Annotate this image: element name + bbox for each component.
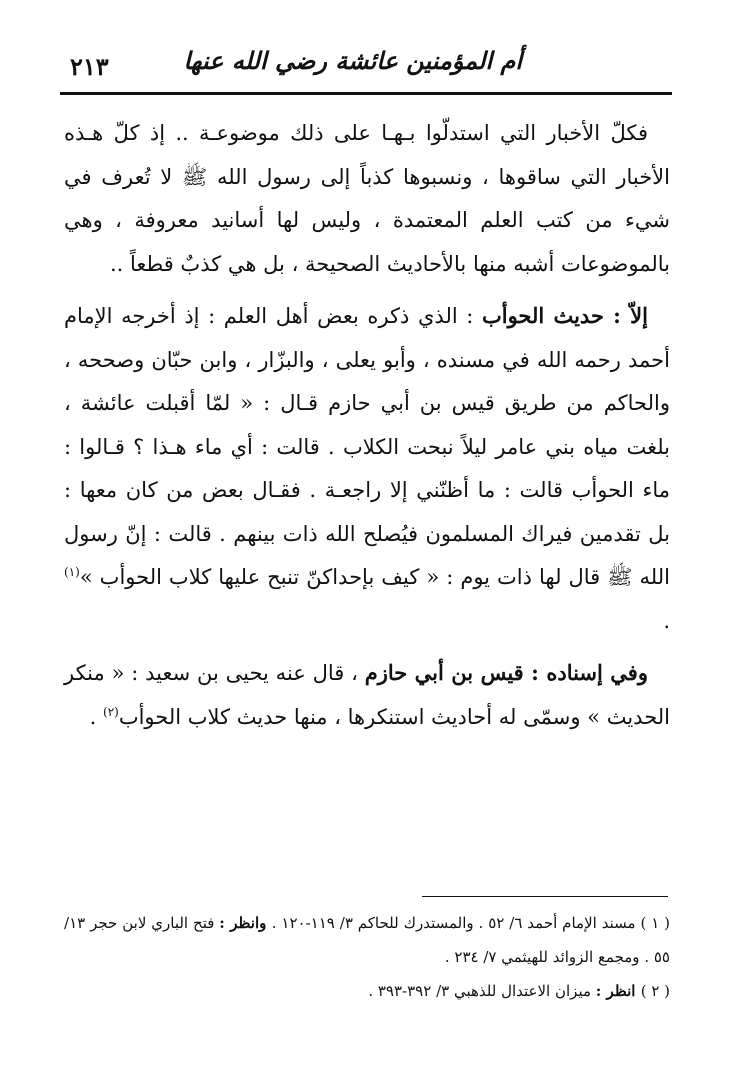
paragraph-1 xyxy=(64,112,670,286)
footnote-ref: (٢) xyxy=(103,704,119,719)
paragraph-text: ، قال عنه يحيى بن سعيد : « منكر الحديث » وسمّى له أحاديث استنكرها ، منها حديث كلاب الحوأب xyxy=(64,661,670,729)
paragraph-tail: . xyxy=(89,704,103,729)
paragraph-2 xyxy=(64,294,670,643)
footnote-number: ( ٢ ) xyxy=(640,982,670,1000)
footnote-see: وانظر : xyxy=(219,914,272,932)
paragraph-text: : الذي ذكره بعض أهل العلم : إذ أخرجه الإمام أحمد رحمه الله في مسنده ، وأبو يعلى ، والبزّار ، وابن حبّان وصححه ، والحاكم من طريق قيس بن أبي حازم قـال : « لمّا أقبلت عائشة ، بلغت مياه بني عامر ليلاً نبحت الكلاب . قالت : أي ماء هـذا ؟ قـالوا : ماء الحوأب قالت : ما أظنّني إلا راجعـة . فقـال بعض من كان معها : بل تقدمين فيراك المسلمون فيُصلح الله ذات بينهم . قالت : إنّ رسول الله ﷺ قال لها ذات يوم : « كيف بإحداكنّ تنبح عليها كلاب الحوأب » xyxy=(64,304,670,589)
header-rule xyxy=(60,92,672,95)
footnote-see: انظر : xyxy=(595,982,641,1000)
paragraph-tail: . xyxy=(663,608,670,633)
paragraph-lead: إلاّ : حديث الحوأب xyxy=(481,303,648,328)
paragraph-text: فكلّ الأخبار التي استدلّوا بـهـا على ذلك موضوعـة .. إذ كلّ هـذه الأخبار التي ساقوها ، ونسبوها كذباً إلى رسول الله ﷺ لا تُعرف في شيء من كتب العلم المعتمدة ، وليس لها أسانيد معروفة ، وهي بالموضوعات أشبه منها بالأحاديث الصحيحة ، بل هي كذبٌ قطعاً .. xyxy=(64,121,670,276)
footnote-number: ( ١ ) xyxy=(640,914,671,932)
footnote-2 xyxy=(64,974,670,1008)
footnotes xyxy=(64,906,670,1008)
footnote-text-2: فتح الباري لابن حجر ١٣/ ٥٥ . ومجمع الزوائد للهيثمي ٧/ ٢٣٤ . xyxy=(64,914,670,966)
page-number: ٢١٣ xyxy=(70,52,109,81)
footnote-1 xyxy=(64,906,670,974)
footnote-text: مسند الإمام أحمد ٦/ ٥٢ . والمستدرك للحاكم ٣/ ١١٩-١٢٠ . xyxy=(271,914,641,932)
running-title: أم المؤمنين عائشة رضي الله عنها xyxy=(183,46,522,75)
paragraph-3 xyxy=(64,651,670,739)
footnote-rule xyxy=(422,896,668,897)
paragraph-lead: وفي إسناده : قيس بن أبي حازم xyxy=(364,660,648,685)
footnote-text-2: ميزان الاعتدال للذهبي ٣/ ٣٩٢-٣٩٣ . xyxy=(368,982,596,1000)
footnote-ref: (١) xyxy=(64,565,80,579)
page-header xyxy=(60,40,672,90)
main-text xyxy=(64,112,670,747)
